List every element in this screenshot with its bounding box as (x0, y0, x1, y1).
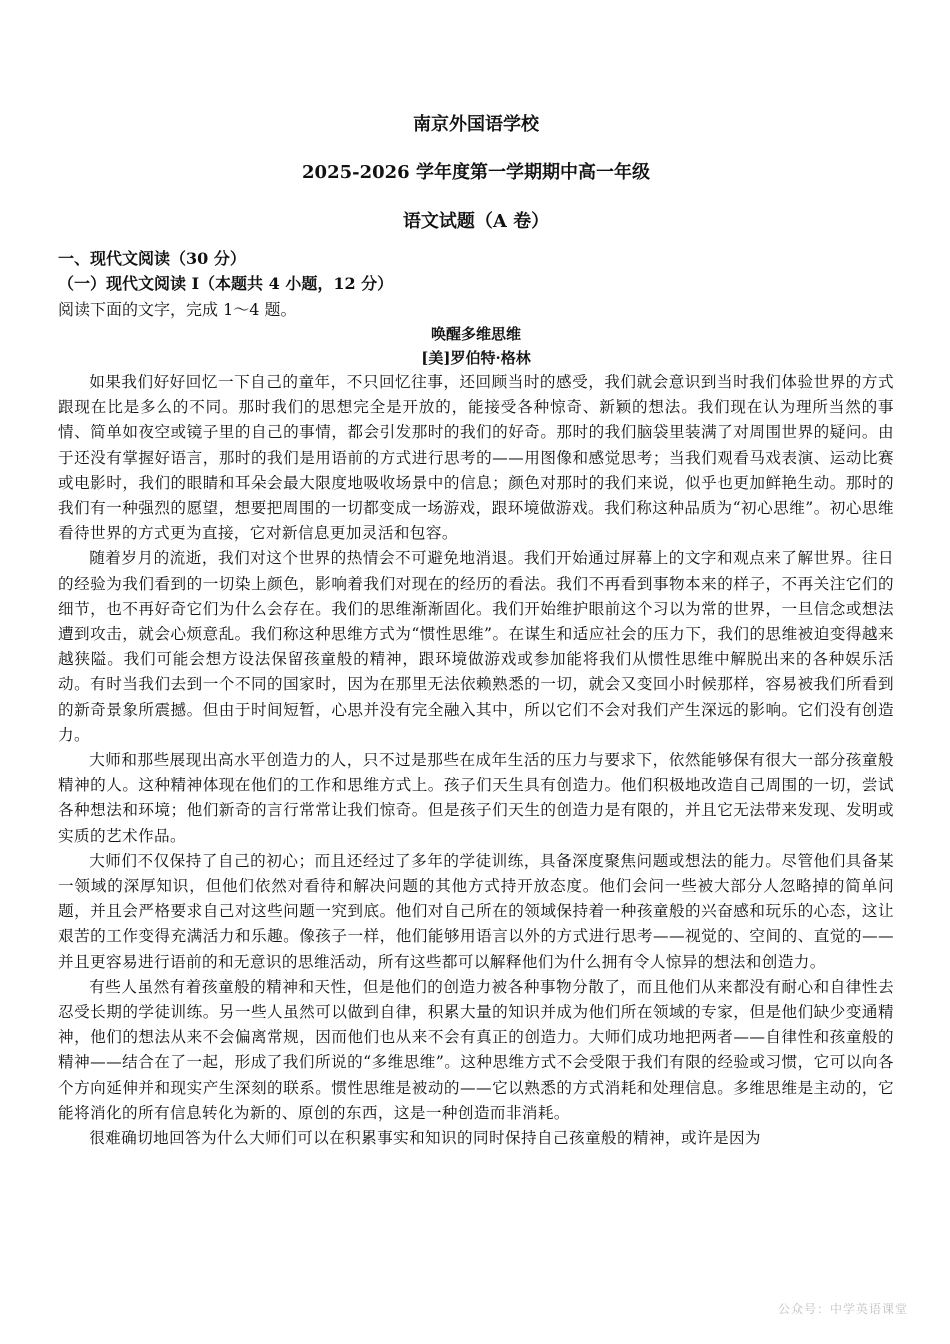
article-body (58, 370, 894, 1151)
article-author: [美]罗伯特·格林 (421, 349, 531, 367)
article-paragraph: 如果我们好好回忆一下自己的童年，不只回忆往事，还回顾当时的感受，我们就会意识到当时我们体验世界的方式跟现在比是多么的不同。那时我们的思想完全是开放的，能接受各种惊奇、新颖的想法。我们现在认为理所当然的事情、简单如夜空或镜子里的自己的事情，都会引发那时的我们的好奇。那时的我们脑袋里装满了对周围世界的疑问。由于还没有掌握好语言，那时的我们是用语前的方式进行思考的——用图像和感觉思考；当我们观看马戏表演、运动比赛或电影时，我们的眼睛和耳朵会最大限度地吸收场景中的信息；颜色对那时的我们来说，似乎也更加鲜艳生动。那时的我们有一种强烈的愿望，想要把周围的一切都变成一场游戏，跟环境做游戏。我们称这种品质为“初心思维”。初心思维看待世界的方式更为直接，它对新信息更加灵活和包容。 (58, 373, 894, 543)
term-title: 2025-2026 学年度第一学期期中高一年级 (302, 162, 650, 183)
section-title: 一、现代文阅读（30 分） (58, 249, 246, 268)
reading-instruction: 阅读下面的文字，完成 1～4 题。 (58, 300, 297, 319)
article-title: 唤醒多维思维 (430, 325, 521, 343)
article-paragraph: 很难确切地回答为什么大师们可以在积累事实和知识的同时保持自己孩童般的精神，或许是因为 (89, 1129, 761, 1148)
article-paragraph: 有些人虽然有着孩童般的精神和天性，但是他们的创造力被各种事物分散了，而且他们从来都没有耐心和自律性去忍受长期的学徒训练。另一些人虽然可以做到自律，积累大量的知识并成为他们所在领域的专家，但是他们缺少变通精神，他们的想法从来不会偏离常规，因而他们也从来不会有真正的创造力。大师们成功地把两者——自律性和孩童般的精神——结合在了一起，形成了我们所说的“多维思维”。这种思维方式不会受限于我们有限的经验或习惯，它可以向各个方向延伸并和现实产生深刻的联系。惯性思维是被动的——它以熟悉的方式消耗和处理信息。多维思维是主动的，它能将消化的所有信息转化为新的、原创的东西，这是一种创造而非消耗。 (58, 977, 894, 1122)
exam-title: 语文试题（A 卷） (402, 211, 550, 232)
article-paragraph: 大师和那些展现出高水平创造力的人，只不过是那些在成年生活的压力与要求下，依然能够保有很大一部分孩童般精神的人。这种精神体现在他们的工作和思维方式上。孩子们天生具有创造力。他们积极地改造自己周围的一切，尝试各种想法和环境；他们新奇的言行常常让我们惊奇。但是孩子们天生的创造力是有限的，并且它无法带来发现、发明或实质的艺术作品。 (58, 751, 894, 845)
article-paragraph: 大师们不仅保持了自己的初心；而且还经过了多年的学徒训练，具备深度聚焦问题或想法的能力。尽管他们具备某一领域的深厚知识，但他们依然对看待和解决问题的其他方式持开放态度。他们会问一些被大部分人忽略掉的简单问题，并且会严格要求自己对这些问题一究到底。他们对自己所在的领域保持着一种孩童般的兴奋感和玩乐的心态，这让艰苦的工作变得充满活力和乐趣。像孩子一样，他们能够用语言以外的方式进行思考——视觉的、空间的、直觉的——并且更容易进行语前的和无意识的思维活动，所有这些都可以解释他们为什么拥有令人惊异的想法和创造力。 (58, 851, 894, 971)
subsection-title: （一）现代文阅读 I（本题共 4 小题，12 分） (58, 274, 394, 293)
watermark: 公众号：中学英语课堂 (777, 1302, 908, 1316)
article-paragraph: 随着岁月的流逝，我们对这个世界的热情会不可避免地消退。我们开始通过屏幕上的文字和观点来了解世界。往日的经验为我们看到的一切染上颜色，影响着我们对现在的经历的看法。我们不再看到事物本来的样子，不再关注它们的细节，也不再好奇它们为什么会存在。我们的思维渐渐固化。我们开始维护眼前这个习以为常的世界，一旦信念或想法遭到攻击，就会心烦意乱。我们称这种思维方式为“惯性思维”。在谋生和适应社会的压力下，我们的思维被迫变得越来越狭隘。我们可能会想方设法保留孩童般的精神，跟环境做游戏或参加能将我们从惯性思维中解脱出来的各种娱乐活动。有时当我们去到一个不同的国家时，因为在那里无法依赖熟悉的一切，就会又变回小时候那样，容易被我们所看到的新奇景象所震撼。但由于时间短暂，心思并没有完全融入其中，所以它们不会对我们产生深远的影响。它们没有创造力。 (58, 549, 894, 744)
school-name: 南京外国语学校 (413, 114, 539, 135)
